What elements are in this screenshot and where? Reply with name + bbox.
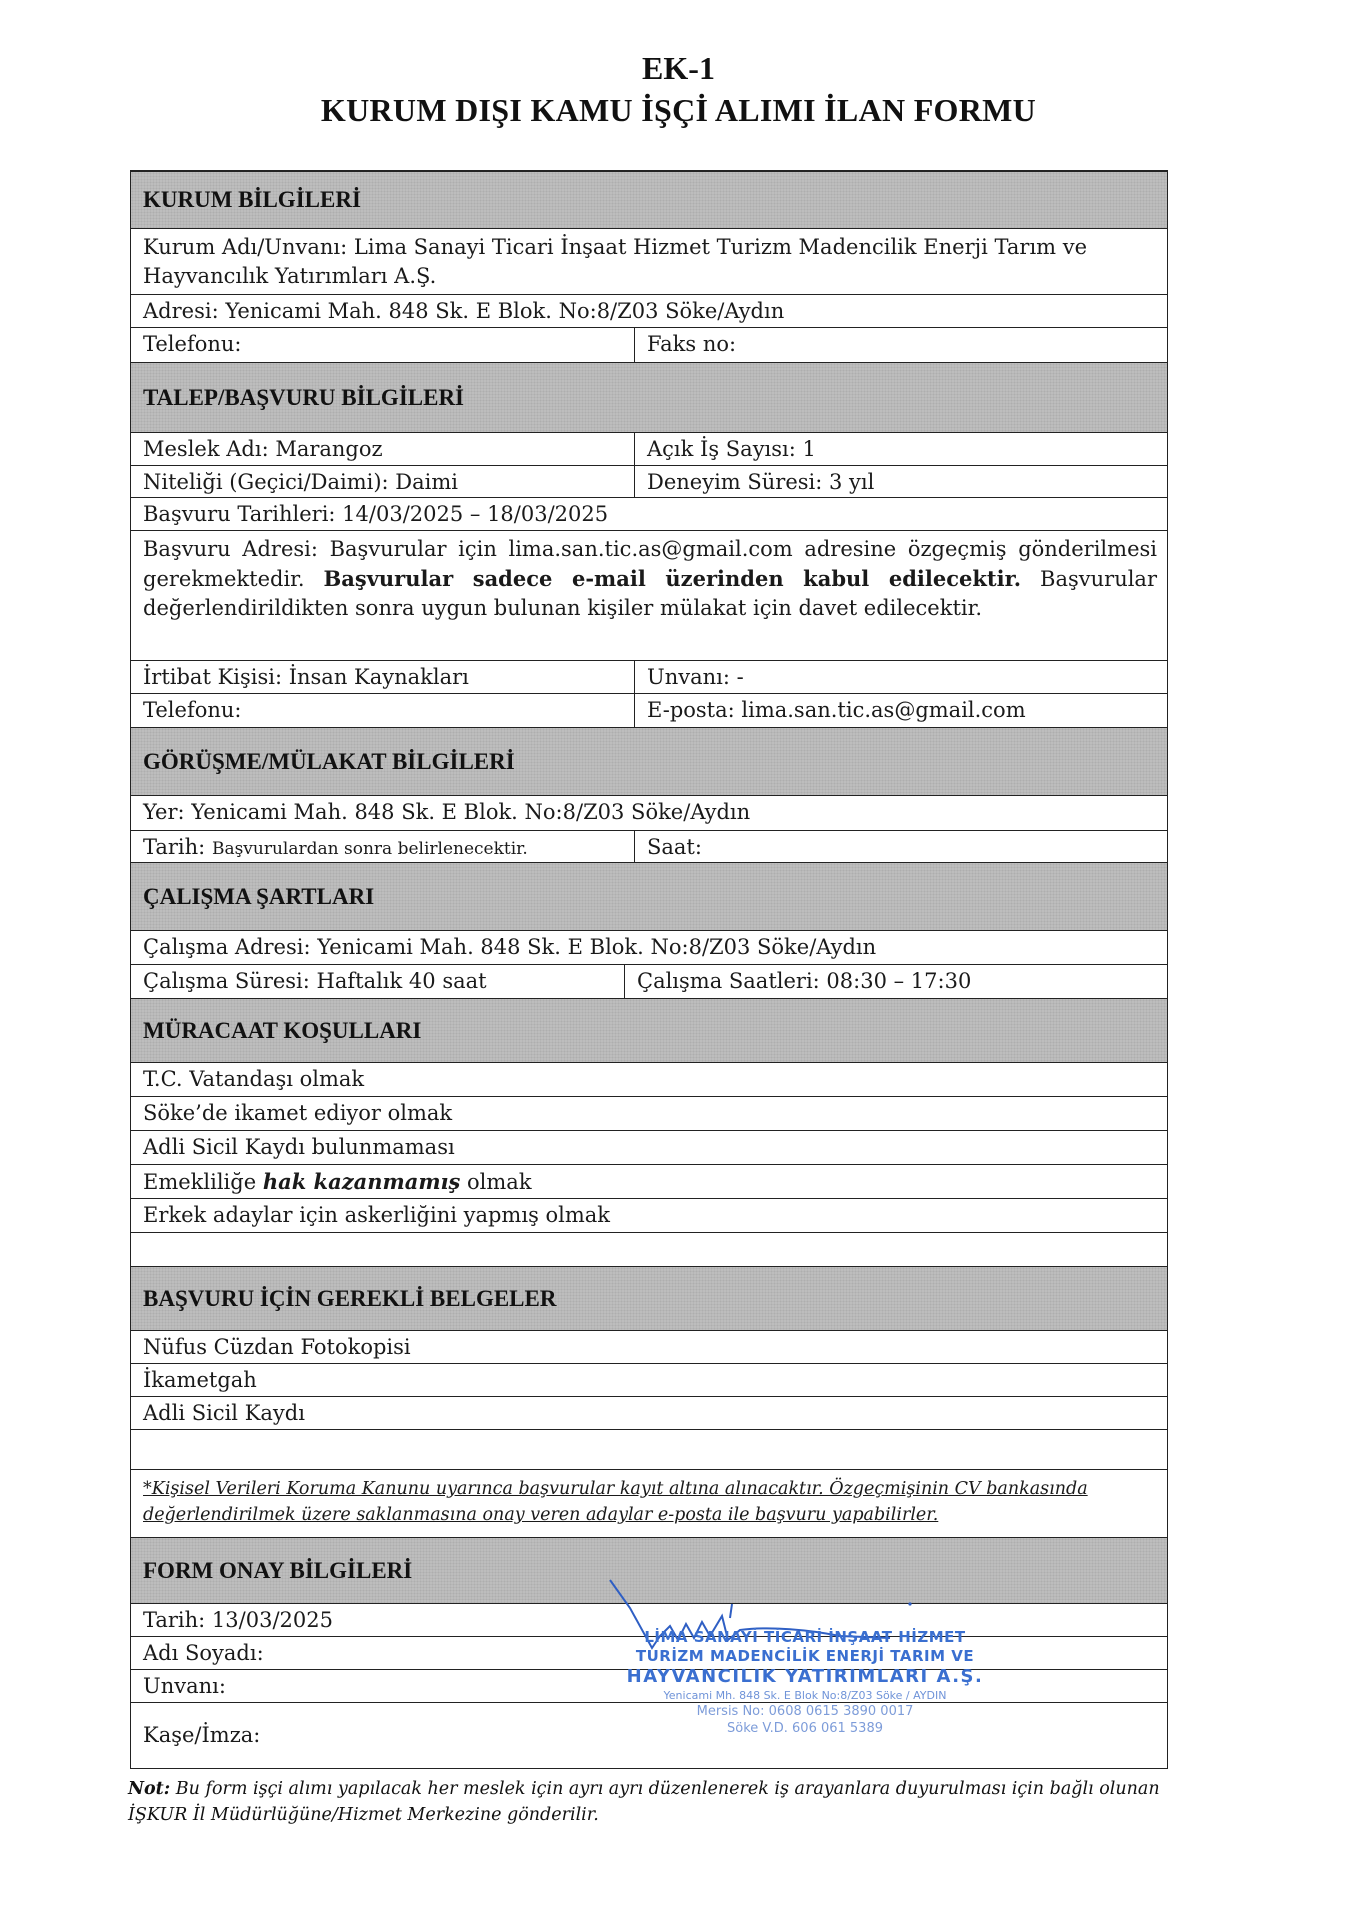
- profession-row: [131, 432, 1167, 465]
- condition-text: Söke’de ikamet ediyor olmak: [143, 1101, 453, 1125]
- kvkk-note-row: [131, 1469, 1167, 1537]
- open-positions: Açık İş Sayısı: 1: [647, 437, 816, 461]
- condition-text: T.C. Vatandaşı olmak: [143, 1067, 365, 1091]
- section-title: KURUM BİLGİLERİ: [143, 187, 361, 212]
- approver-name-row: [131, 1636, 1167, 1669]
- interview-date-row: [131, 830, 1167, 862]
- contact-row: [131, 660, 1167, 693]
- job-nature: Niteliği (Geçici/Daimi): Daimi: [131, 466, 635, 497]
- work-hours-row: [131, 964, 1167, 998]
- kvkk-note: *Kişisel Verileri Koruma Kanunu uyarınca başvurular kayıt altına alınacaktır. Özgeçmişinin CV bankasında değerlendirilmek üzere saklanmasına onay veren adaylar e-posta ile başvuru yapabilirler.: [143, 1479, 1088, 1525]
- document-text: İkametgah: [143, 1368, 257, 1392]
- work-address-row: [131, 930, 1167, 964]
- section-header-onay: [131, 1537, 1167, 1603]
- condition-text: [131, 1165, 1167, 1198]
- condition-item: [131, 1198, 1167, 1232]
- application-dates-row: [131, 497, 1167, 530]
- interview-invite-text: Başvurular değerlendirildikten sonra uygun bulunan kişiler mülakat için davet edilecektir.: [143, 567, 1157, 620]
- contact-title: Unvanı: -: [647, 665, 744, 689]
- section-header-calisma: [131, 862, 1167, 930]
- institution-phone: Telefonu:: [131, 328, 635, 362]
- document-text: Nüfus Cüzdan Fotokopisi: [143, 1335, 411, 1359]
- application-address-row: [131, 530, 1167, 660]
- stamp-line: HAYVANCILIK YATIRIMLARI A.Ş.: [626, 1666, 984, 1687]
- section-header-kurum: [131, 170, 1167, 228]
- footer-note: [128, 1776, 1178, 1828]
- institution-name: Kurum Adı/Unvanı: Lima Sanayi Ticari İnşaat Hizmet Turizm Madencilik Enerji Tarım ve Hayvancılık Yatırımları A.Ş.: [143, 235, 1088, 288]
- stamp-line: Mersis No: 0608 0615 3890 0017: [696, 1704, 914, 1719]
- annex-label: EK-1: [642, 50, 715, 86]
- condition-item: [131, 1062, 1167, 1096]
- condition-text: Adli Sicil Kaydı bulunmaması: [143, 1135, 455, 1159]
- contact-person: İrtibat Kişisi: İnsan Kaynakları: [131, 661, 635, 693]
- condition-item: [131, 1130, 1167, 1164]
- condition-item-empty: [131, 1232, 1167, 1266]
- work-duration: Çalışma Süresi: Haftalık 40 saat: [131, 965, 625, 998]
- kurum-address-row: [131, 294, 1167, 327]
- approval-date: Tarih: 13/03/2025: [143, 1608, 333, 1632]
- document-item: [131, 1330, 1167, 1363]
- form-title: KURUM DIŞI KAMU İŞÇİ ALIMI İLAN FORMU: [320, 92, 1037, 128]
- section-header-gorusme: [131, 727, 1167, 795]
- section-header-talep: [131, 362, 1167, 432]
- stamp-signature-row: [131, 1702, 1167, 1768]
- kurum-name-row: [131, 228, 1167, 294]
- approver-title-row: [131, 1669, 1167, 1702]
- interview-place-row: [131, 795, 1167, 830]
- stamp-line: TURİZM MADENCİLİK ENERJİ TARIM VE: [635, 1647, 975, 1665]
- interview-time: Saat:: [647, 835, 702, 859]
- section-title: TALEP/BAŞVURU BİLGİLERİ: [143, 384, 465, 410]
- condition-item: [131, 1164, 1167, 1198]
- stamp-signature-label: Kaşe/İmza:: [143, 1723, 261, 1747]
- interview-date-label: Tarih:: [143, 835, 206, 859]
- application-dates: Başvuru Tarihleri: 14/03/2025 – 18/03/2025: [143, 502, 609, 526]
- interview-date-value: Başvurulardan sonra belirlenecektir.: [211, 839, 528, 859]
- condition-text-post: olmak: [460, 1170, 532, 1194]
- document-text: Adli Sicil Kaydı: [143, 1401, 305, 1425]
- document-item-empty: [131, 1429, 1167, 1469]
- profession-name: Meslek Adı: Marangoz: [131, 433, 635, 465]
- contact-email: E-posta: lima.san.tic.as@gmail.com: [647, 698, 1026, 722]
- approval-date-row: [131, 1603, 1167, 1636]
- email-only-notice: Başvurular sadece e-mail üzerinden kabul edilecektir.: [323, 566, 1022, 591]
- interview-place: Yer: Yenicami Mah. 848 Sk. E Blok. No:8/Z03 Söke/Aydın: [143, 800, 751, 824]
- approver-name: Adı Soyadı:: [143, 1641, 264, 1665]
- section-title: ÇALIŞMA ŞARTLARI: [143, 883, 375, 909]
- section-title: FORM ONAY BİLGİLERİ: [143, 1557, 413, 1583]
- interview-date: [131, 831, 635, 862]
- contact-phone-row: [131, 693, 1167, 727]
- application-address: [131, 531, 1167, 660]
- stamp-line: LİMA SANAYİ TİCARİ İNŞAAT HİZMET: [644, 1628, 966, 1646]
- nature-row: [131, 465, 1167, 497]
- announcement-form: [130, 170, 1168, 1769]
- footer-note-text: Bu form işçi alımı yapılacak her meslek için ayrı ayrı düzenlenerek iş arayanlara duyurulması için bağlı olunan İŞKUR İl Müdürlüğüne/Hizmet Merkezine gönderilir.: [128, 1779, 1160, 1825]
- stamp-line: Söke V.D. 606 061 5389: [727, 1721, 883, 1736]
- institution-address: Adresi: Yenicami Mah. 848 Sk. E Blok. No:8/Z03 Söke/Aydın: [143, 299, 785, 323]
- section-header-belgeler: [131, 1266, 1167, 1330]
- application-address-text: Başvuru Adresi: Başvurular için lima.san.tic.as@gmail.com adresine özgeçmiş gönderilmesi gerekmektedir.: [143, 537, 1157, 591]
- document-item: [131, 1396, 1167, 1429]
- institution-fax: Faks no:: [647, 332, 737, 356]
- section-title: GÖRÜŞME/MÜLAKAT BİLGİLERİ: [143, 748, 515, 774]
- section-header-muracaat: [131, 998, 1167, 1062]
- section-title: BAŞVURU İÇİN GEREKLİ BELGELER: [143, 1285, 557, 1311]
- footer-note-label: Not:: [128, 1779, 171, 1799]
- condition-emphasis: hak kazanmamış: [262, 1169, 461, 1194]
- document-item: [131, 1363, 1167, 1396]
- work-address: Çalışma Adresi: Yenicami Mah. 848 Sk. E Blok. No:8/Z03 Söke/Aydın: [143, 935, 877, 959]
- approver-title: Unvanı:: [143, 1674, 226, 1698]
- condition-item: [131, 1096, 1167, 1130]
- section-title: MÜRACAAT KOŞULLARI: [143, 1017, 422, 1043]
- condition-text-pre: Emekliliğe: [143, 1170, 263, 1194]
- work-hours: Çalışma Saatleri: 08:30 – 17:30: [637, 969, 972, 993]
- contact-phone: Telefonu:: [131, 694, 635, 727]
- kurum-phone-row: [131, 327, 1167, 362]
- condition-text: Erkek adaylar için askerliğini yapmış olmak: [143, 1203, 611, 1227]
- experience-duration: Deneyim Süresi: 3 yıl: [647, 470, 875, 494]
- stamp-line: Yenicami Mh. 848 Sk. E Blok No:8/Z03 Söke / AYDIN: [663, 1689, 947, 1702]
